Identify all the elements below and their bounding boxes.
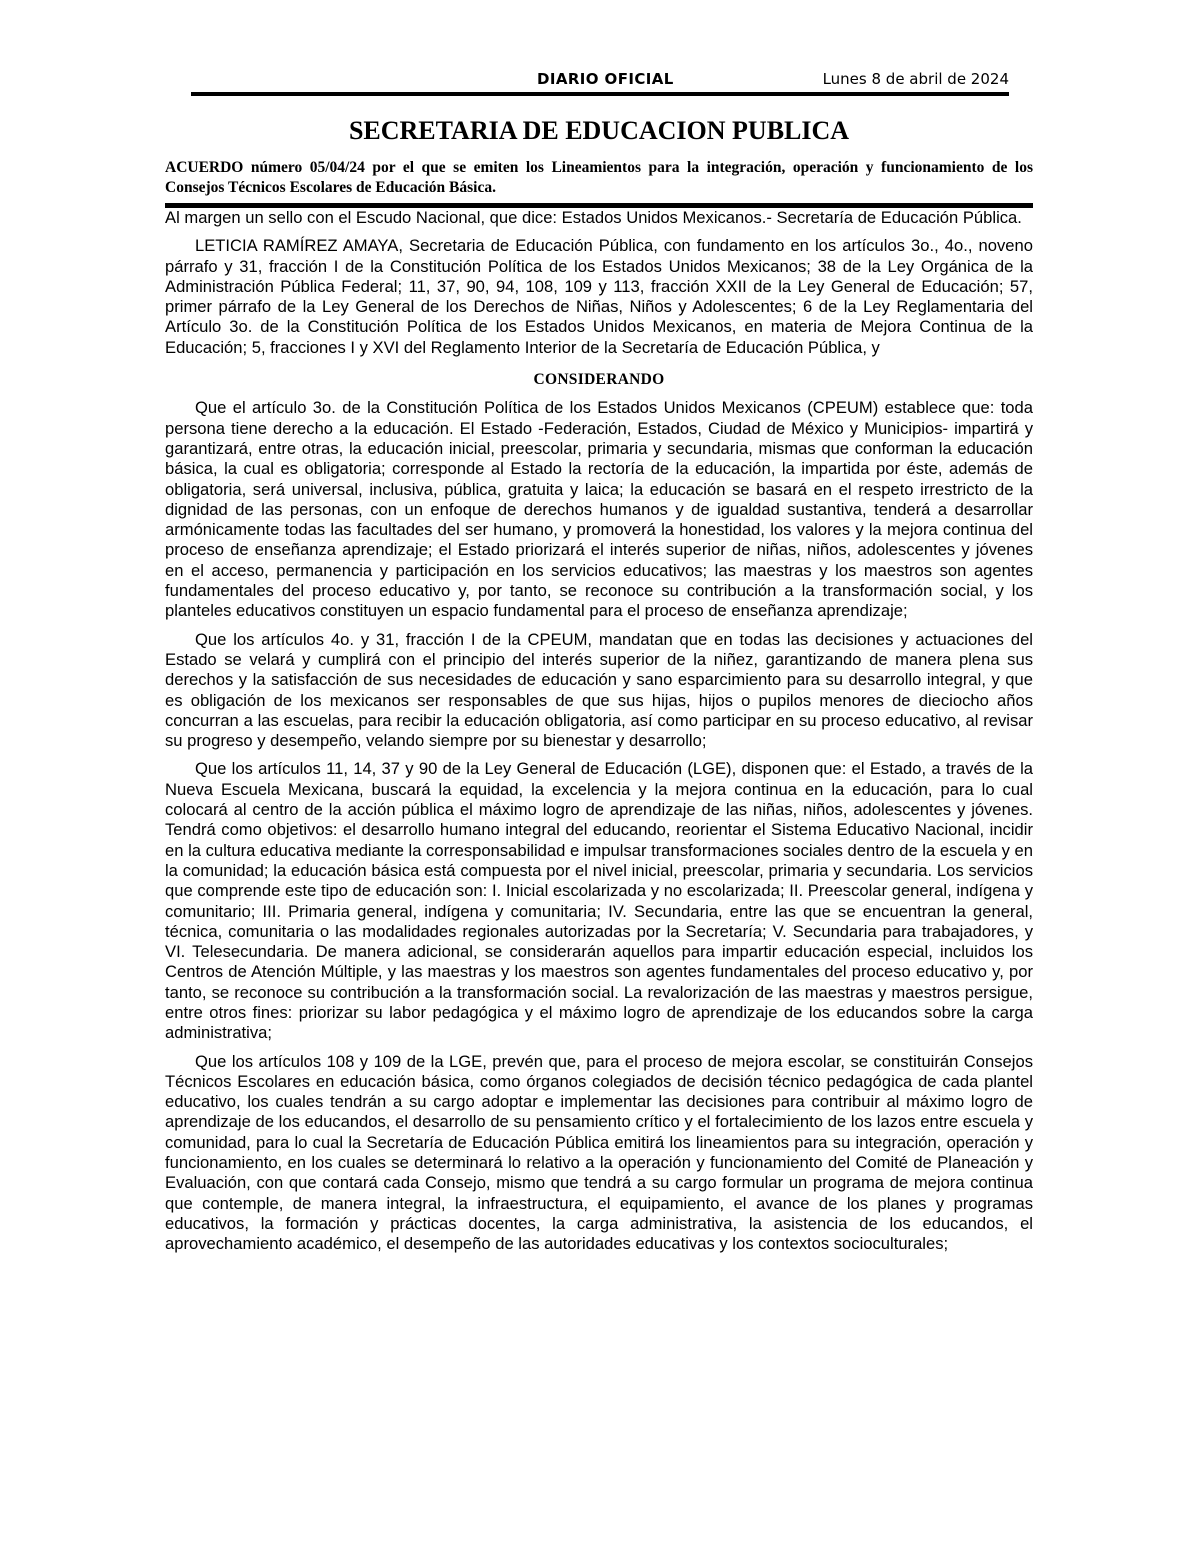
acuerdo-title: ACUERDO número 05/04/24 por el que se emiten los Lineamientos para la integración, operación y funcionamiento de los Consejos Técnicos Escolares de Educación Básica. bbox=[165, 158, 1033, 208]
newspaper-name: DIARIO OFICIAL bbox=[537, 70, 674, 88]
considerando-paragraph-2: Que los artículos 4o. y 31, fracción I de la CPEUM, mandatan que en todas las decisiones y actuaciones del Estado se velará y cumplirá con el principio del interés superior de la niñez, garantizando de manera plena sus derechos y la satisfacción de sus necesidades de educación y sano esparcimiento para su desarrollo integral, y que es obligación de los mexicanos ser responsables de que sus hijas, hijos o pupilos menores de dieciocho años concurran a las escuelas, para recibir la educación obligatoria, así como participar en su proceso educativo, al revisar su progreso y desempeño, velando siempre por su bienestar y desarrollo; bbox=[165, 629, 1033, 751]
preamble-paragraph: LETICIA RAMÍREZ AMAYA, Secretaria de Educación Pública, con fundamento en los artículos 3o., 4o., noveno párrafo y 31, fracción I de la Constitución Política de los Estados Unidos Mexicanos; 38 de la Ley Orgánica de la Administración Pública Federal; 11, 37, 90, 94, 108, 109 y 113, fracción XXII de la Ley General de Educación; 57, primer párrafo de la Ley General de los Derechos de Niñas, Niños y Adolescentes; 6 de la Ley Reglamentaria del Artículo 3o. de la Constitución Política de los Estados Unidos Mexicanos, en materia de Mejora Continua de la Educación; 5, fracciones I y XVI del Reglamento Interior de la Secretaría de Educación Pública, y bbox=[165, 236, 1033, 357]
page-header bbox=[165, 66, 1033, 92]
document-page bbox=[165, 66, 1033, 1255]
considerando-heading: CONSIDERANDO bbox=[533, 371, 665, 389]
document-body bbox=[165, 208, 1033, 1255]
considerando-paragraph-4: Que los artículos 108 y 109 de la LGE, prevén que, para el proceso de mejora escolar, se constituirán Consejos Técnicos Escolares en educación básica, como órganos colegiados de decisión técnico pedagógica de cada plantel educativo, los cuales tendrán a su cargo adoptar e implementar las decisiones para contribuir al máximo logro de aprendizaje de los educandos, el desarrollo de su pensamiento crítico y el fortalecimiento de los lazos entre escuela y comunidad, para lo cual la Secretaría de Educación Pública emitirá los lineamientos para su integración, operación y funcionamiento, en los cuales se determinará lo relativo a la operación y funcionamiento del Comité de Planeación y Evaluación, con que contará cada Consejo, mismo que tendrá a su cargo formular un programa de mejora continua que contemple, de manera integral, la infraestructura, el equipamiento, el avance de los planes y programas educativos, la formación y prácticas docentes, la carga administrativa, la asistencia de los educandos, el aprovechamiento académico, el desempeño de las autoridades educativas y los contextos socioculturales; bbox=[165, 1051, 1033, 1254]
section-title: SECRETARIA DE EDUCACION PUBLICA bbox=[348, 116, 850, 145]
seal-note: Al margen un sello con el Escudo Nacional, que dice: Estados Unidos Mexicanos.- Secretaría de Educación Pública. bbox=[165, 208, 1022, 227]
issue-date: Lunes 8 de abril de 2024 bbox=[822, 70, 1009, 88]
considerando-paragraph-3: Que los artículos 11, 14, 37 y 90 de la Ley General de Educación (LGE), disponen que: el Estado, a través de la Nueva Escuela Mexicana, buscará la equidad, la excelencia y la mejora continua en la educación, para lo cual colocará al centro de la acción pública el máximo logro de aprendizaje de las niñas, niños, adolescentes y jóvenes. Tendrá como objetivos: el desarrollo humano integral del educando, reorientar el Sistema Educativo Nacional, incidir en la cultura educativa mediante la corresponsabilidad e impulsar transformaciones sociales dentro de la escuela y en la comunidad; la educación básica está compuesta por el nivel inicial, preescolar, primaria y secundaria. Los servicios que comprende este tipo de educación son: I. Inicial escolarizada y no escolarizada; II. Preescolar general, indígena y comunitario; III. Primaria general, indígena y comunitaria; IV. Secundaria, entre las que se encuentran la general, técnica, comunitaria o las modalidades regionales autorizadas por la Secretaría; V. Secundaria para trabajadores, y VI. Telesecundaria. De manera adicional, se considerarán aquellos para impartir educación especial, incluidos los Centros de Atención Múltiple, y las maestras y los maestros son agentes fundamentales del proceso educativo y, por tanto, se reconoce su contribución a la transformación social. La revalorización de las maestras y maestros persigue, entre otros fines: priorizar su labor pedagógica y el máximo logro de aprendizaje de los educandos sobre la carga administrativa; bbox=[165, 759, 1033, 1043]
considerando-paragraph-1: Que el artículo 3o. de la Constitución Política de los Estados Unidos Mexicanos (CPEUM) establece que: toda persona tiene derecho a la educación. El Estado -Federación, Estados, Ciudad de México y Municipios- impartirá y garantizará, entre otras, la educación inicial, preescolar, primaria y secundaria, mismas que conforman la educación básica, la cual es obligatoria; corresponde al Estado la rectoría de la educación, la impartida por éste, además de obligatoria, será universal, inclusiva, pública, gratuita y laica; la educación se basará en el respeto irrestricto de la dignidad de las personas, con un enfoque de derechos humanos y de igualdad sustantiva, tenderá a desarrollar armónicamente todas las facultades del ser humano, y promoverá la honestidad, los valores y la mejora continua del proceso de enseñanza aprendizaje; el Estado priorizará el interés superior de niñas, niños, adolescentes y jóvenes en el acceso, permanencia y participación en los servicios educativos; las maestras y los maestros son agentes fundamentales del proceso educativo y, por tanto, se reconoce su contribución a la transformación social, y los planteles educativos constituyen un espacio fundamental para el proceso de enseñanza aprendizaje; bbox=[165, 398, 1033, 621]
header-rule bbox=[191, 92, 1009, 96]
